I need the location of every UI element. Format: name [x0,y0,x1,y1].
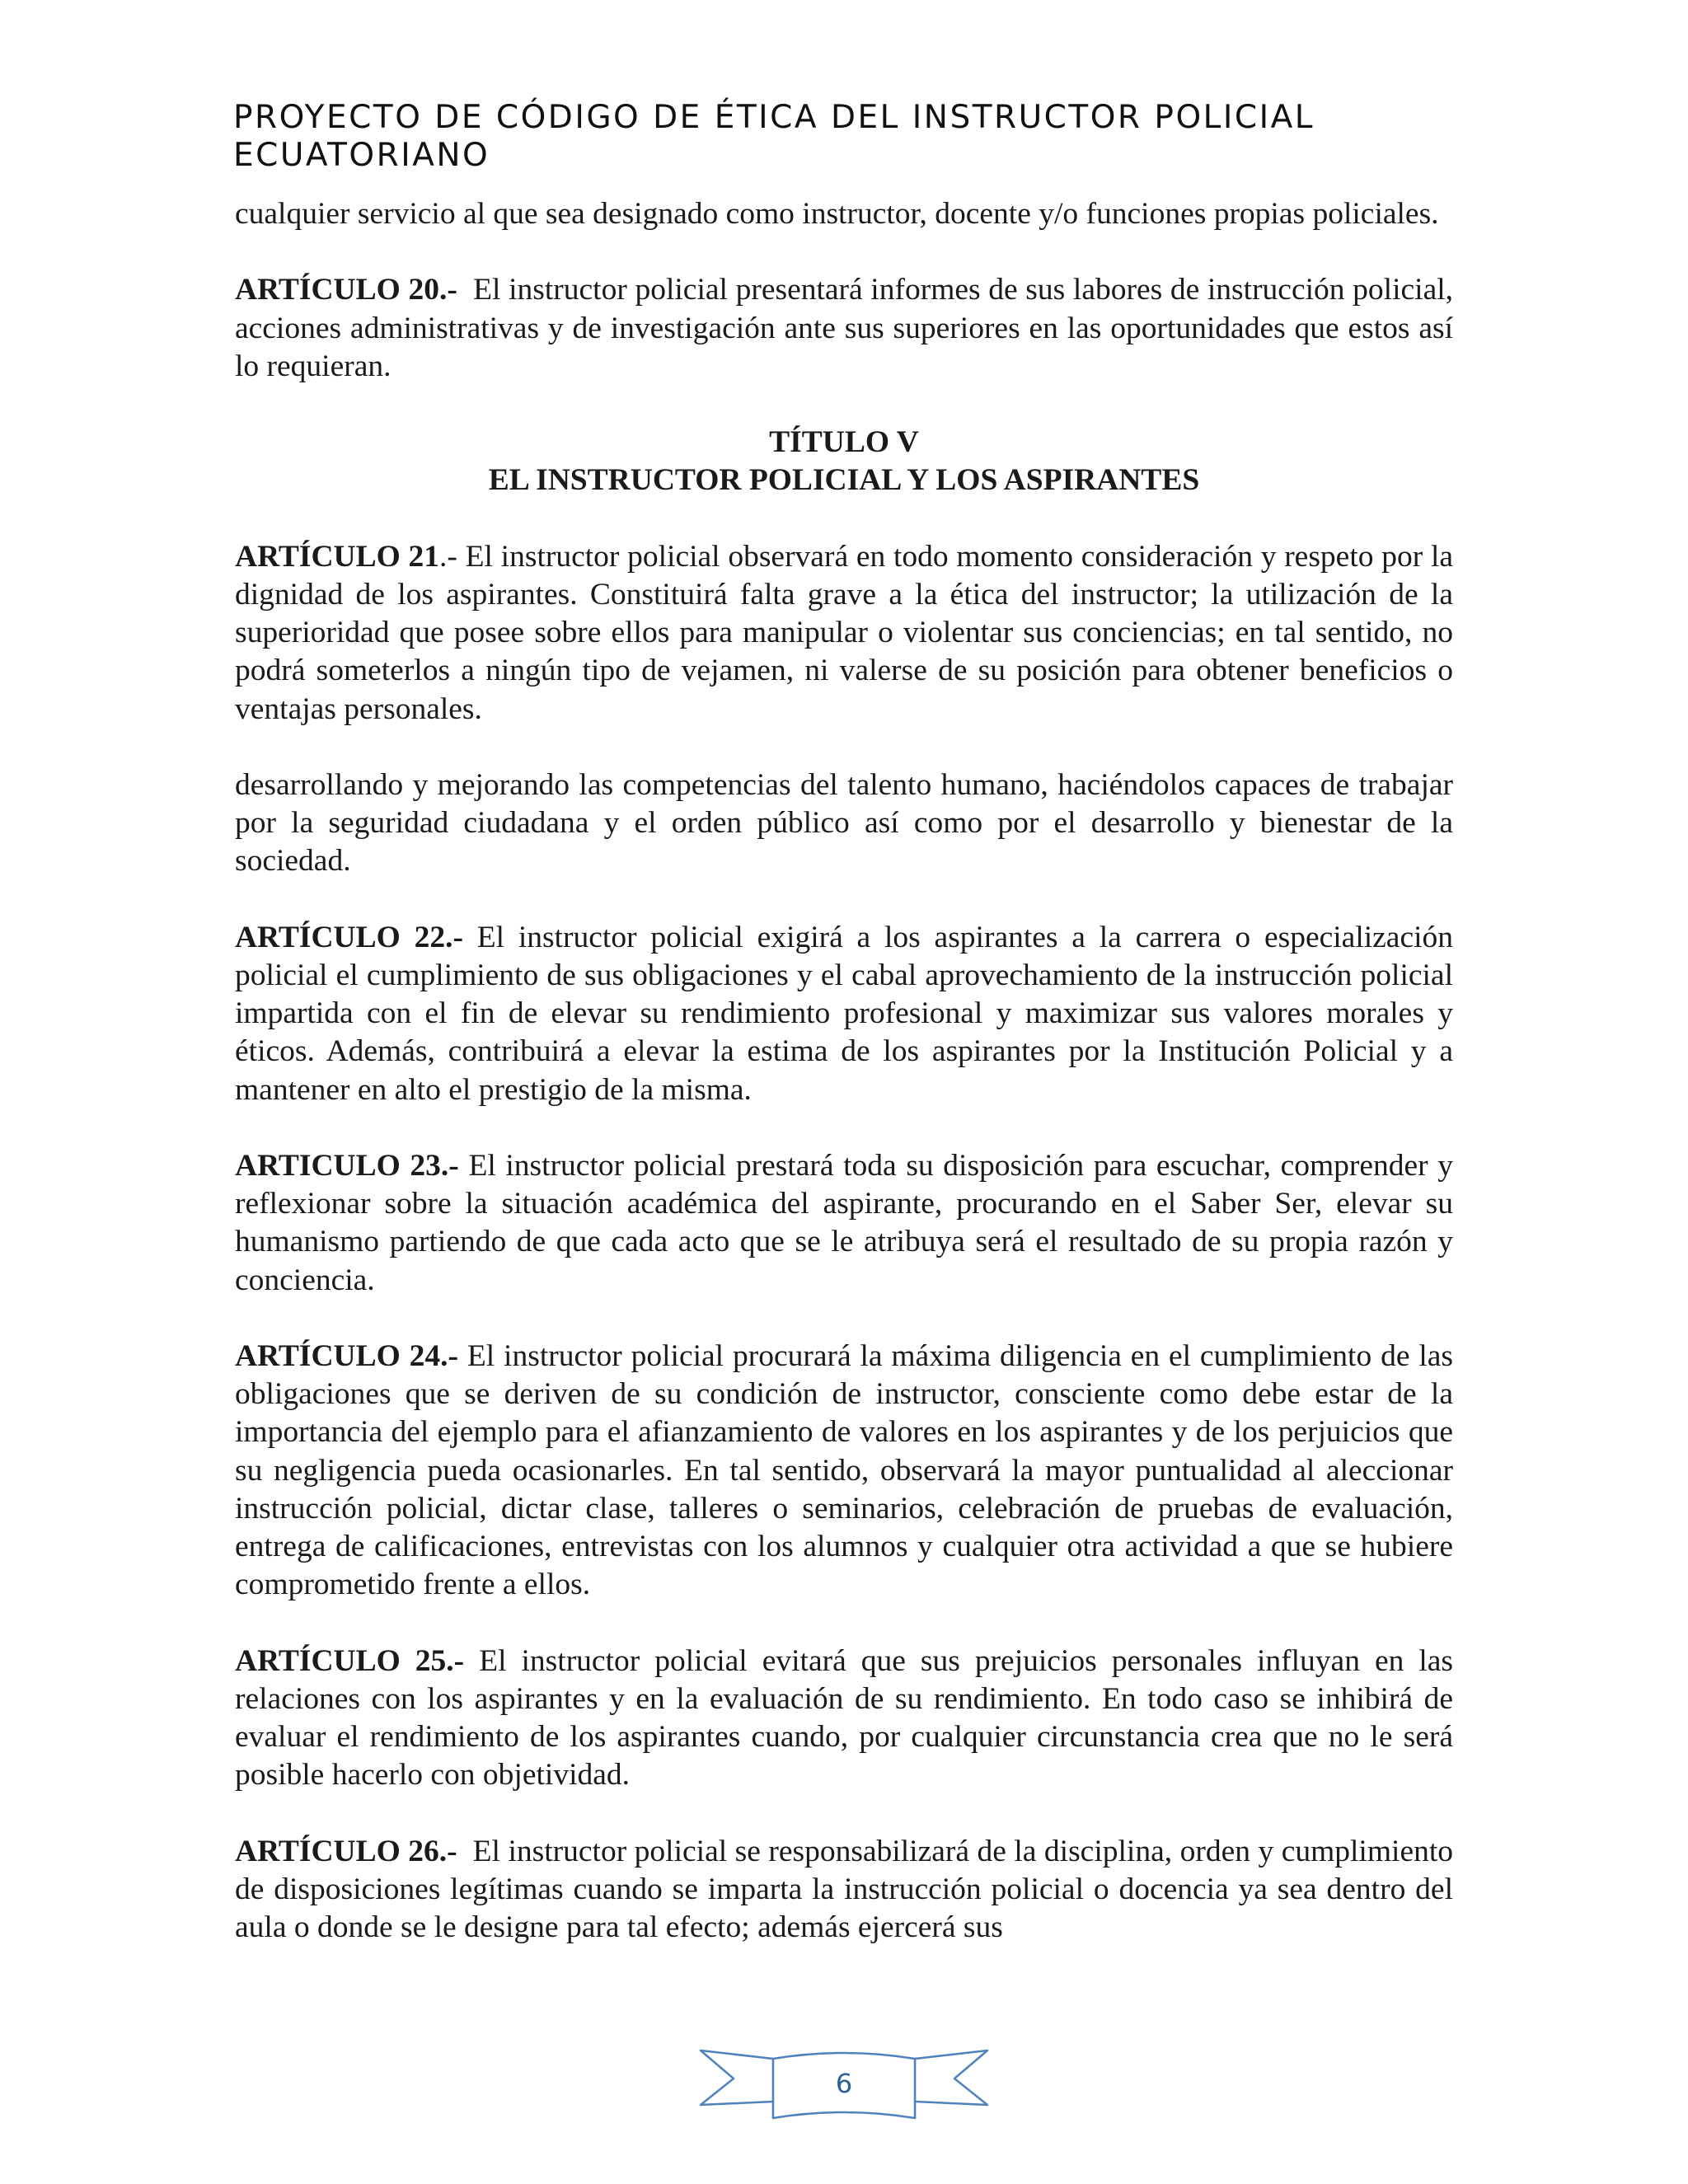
article-20-label: ARTÍCULO 20.- [235,273,457,307]
article-26-text: El instructor policial se responsabilizará de la disciplina, orden y cumplimiento de disposiciones legítimas cuando se imparta la instrucción policial o docencia ya sea dentro del aula o donde se le designe para tal efecto; además ejercerá sus [235,1834,1454,1944]
article-25 [235,1643,1453,1795]
article-23 [235,1147,1453,1300]
running-header [233,99,1453,175]
intro-paragraph: cualquier servicio al que sea designado como instructor, docente y/o funciones propias policiales. [235,197,1439,231]
article-25-label: ARTÍCULO 25.- [235,1643,465,1678]
article-26-label: ARTÍCULO 26.- [235,1834,457,1868]
article-26 [235,1833,1453,1947]
page-number: 6 [835,2068,853,2099]
article-23-label: ARTICULO 23.- [235,1148,459,1183]
paragraph-desarrollando: desarrollando y mejorando las competencias del talento humano, haciéndolos capaces de trabajar por la seguridad ciudadana y el orden público así como por el desarrollo y bienestar de la sociedad. [235,767,1453,879]
article-22-text: El instructor policial exigirá a los aspirantes a la carrera o especialización policial el cumplimiento de sus obligaciones y el cabal aprovechamiento de la instrucción policial impartida con el fin de elevar su rendimiento profesional y maximizar sus valores morales y éticos. Además, contribuirá a elevar la estima de los aspirantes por la Institución Policial y a mantener en alto el prestigio de la misma. [235,920,1454,1107]
article-24-text: El instructor policial procurará la máxima diligencia en el cumplimiento de las obligaciones que se deriven de su condición de instructor, consciente como debe estar de la importancia del ejemplo para el afianzamiento de valores en los aspirantes y de los perjuicios que su negligencia pueda ocasionarles. En tal sentido, observará la mayor puntualidad al aleccionar instrucción policial, dictar clase, talleres o seminarios, celebración de pruebas de evaluación, entrega de calificaciones, entrevistas con los alumnos y cualquier otra actividad a que se hubiere comprometido frente a ellos. [235,1338,1453,1602]
article-21-text: .- El instructor policial observará en todo momento consideración y respeto por la dignidad de los aspirantes. Constituirá falta grave a la ética del instructor; la utilización de la superioridad que posee sobre ellos para manipular o violentar sus conciencias; en tal sentido, no podrá someterlos a ningún tipo de vejamen, ni valerse de su posición para obtener beneficios o ventajas personales. [235,539,1454,726]
section-title-heading: EL INSTRUCTOR POLICIAL Y LOS ASPIRANTES [488,463,1200,498]
header-title-line1: PROYECTO DE CÓDIGO DE ÉTICA DEL INSTRUCTOR POLICIAL [233,99,1315,136]
article-25-text: El instructor policial evitará que sus prejuicios personales influyan en las relaciones con los aspirantes y en la evaluación de su rendimiento. En todo caso se inhibirá de evaluar el rendimiento de los aspirantes cuando, por cualquier circunstancia crea que no le será posible hacerlo con objetividad. [235,1643,1454,1793]
article-22-label: ARTÍCULO 22.- [235,920,463,954]
article-20 [235,271,1453,386]
article-24 [235,1338,1453,1604]
article-23-text: El instructor policial prestará toda su disposición para escuchar, comprender y reflexionar sobre la situación académica del aspirante, procurando en el Saber Ser, elevar su humanismo partiendo de que cada acto que se le atribuya será el resultado de su propia razón y conciencia. [235,1148,1454,1297]
article-22 [235,919,1453,1109]
article-20-text: El instructor policial presentará informes de sus labores de instrucción policial, acciones administrativas y de investigación ante sus superiores en las oportunidades que estos así lo requieran. [235,273,1454,383]
article-21 [235,538,1453,729]
section-title [235,424,1453,499]
section-title-number: TÍTULO V [769,425,919,460]
header-title-line2: ECUATORIANO [233,137,490,174]
article-21-label: ARTÍCULO 21 [235,539,440,574]
document-body [235,195,1453,1985]
page-number-ribbon [699,2042,989,2128]
article-24-label: ARTÍCULO 24.- [235,1338,459,1373]
